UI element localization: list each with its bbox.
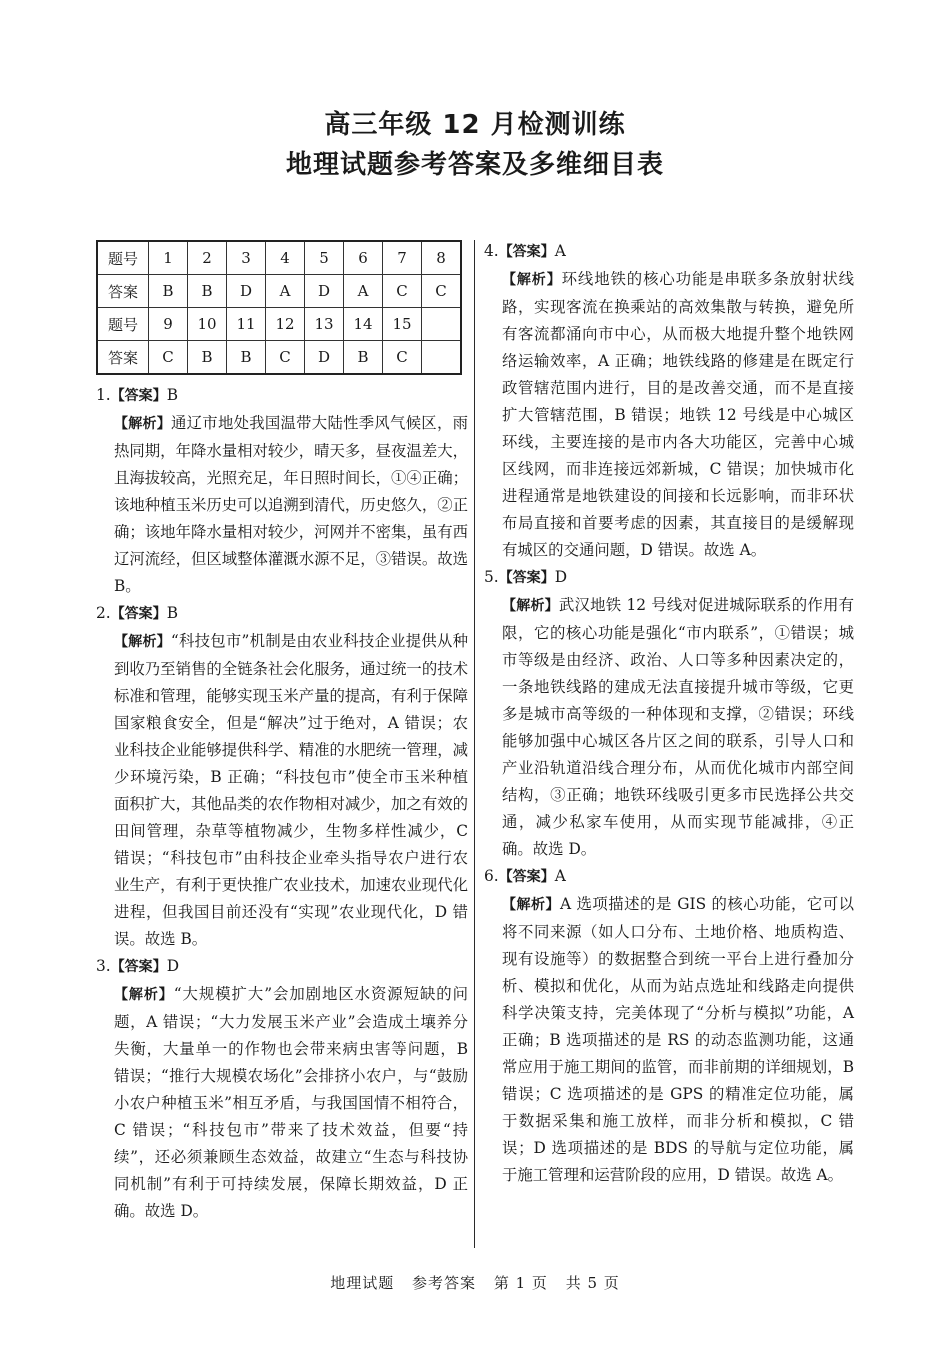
table-cell: 7 xyxy=(383,241,422,275)
explanation-tag: 【解析】 xyxy=(114,634,171,650)
question-block xyxy=(484,863,854,1189)
answer-line xyxy=(484,564,854,592)
table-cell: 9 xyxy=(149,308,188,341)
table-cell: D xyxy=(305,275,344,308)
answer-tag: 【答案】 xyxy=(110,959,167,975)
table-cell: 15 xyxy=(383,308,422,341)
table-cell: 11 xyxy=(227,308,266,341)
table-cell: C xyxy=(383,275,422,308)
table-cell xyxy=(422,341,462,375)
question-block xyxy=(96,600,468,953)
answer-value: D xyxy=(554,568,568,586)
question-block xyxy=(484,238,854,564)
table-row-label: 答案 xyxy=(97,275,149,308)
table-row xyxy=(97,275,461,308)
table-cell: D xyxy=(227,275,266,308)
question-number: 5. xyxy=(484,568,499,586)
answer-tag: 【答案】 xyxy=(498,570,555,586)
explanation-text: 环线地铁的核心功能是串联多条放射状线路，实现客流在换乘站的高效集散与转换，避免所有客流都涌向市中心，从而极大地提升整个地铁网络运输效率，A 正确；地铁线路的修建是在既定行政管辖范围内进行，目的是改善交通，而不是直接扩大管辖范围，B 错误；地铁 12 号线是中心城区环线，主要连接的是市内各大功能区，完善中心城区线网，而非连接远郊新城，C 错误；加快城市化进程通常是地铁建设的间接和长远影响，而非环状布局直接和首要考虑的因素，其直接目的是缓解现有城区的交通问题，D 错误。故选 A。 xyxy=(502,270,854,559)
explanation-text: 武汉地铁 12 号线对促进城际联系的作用有限，它的核心功能是强化“市内联系”，①错误；城市等级是由经济、政治、人口等多种因素决定的，一条地铁线路的建成无法直接提升城市等级，它更多是城市高等级的一种体现和支撑，②错误；环线能够加强中心城区各片区之间的联系，引导人口和产业沿轨道沿线合理分布，从而优化城市内部空间结构，③正确；地铁环线吸引更多市民选择公共交通，减少私家车使用，从而实现节能减排，④正确。故选 D。 xyxy=(502,596,854,858)
table-cell: B xyxy=(344,341,383,375)
footer-page-number: 第 1 页 xyxy=(493,1274,548,1292)
table-cell: 6 xyxy=(344,241,383,275)
footer-total-pages: 共 5 页 xyxy=(565,1274,620,1292)
explanation-text: “科技包市”机制是由农业科技企业提供从种到收乃至销售的全链条社会化服务，通过统一的技术标准和管理，能够实现玉米产量的提高，有利于保障国家粮食安全，但是“解决”过于绝对，A 错误；农业科技企业能够提供科学、精准的水肥统一管理，减少环境污染，B 正确；“科技包市”使全市玉米种植面积扩大，其他品类的农作物相对减少，加之有效的田间管理，杂草等植物减少，生物多样性减少，C 错误；“科技包市”由科技企业牵头指导农户进行农业生产，有利于更快推广农业技术，加速农业现代化进程，但我国目前还没有“实现”农业现代化，D 错误。故选 B。 xyxy=(114,632,469,948)
table-row-label: 答案 xyxy=(97,341,149,375)
explanation-tag: 【解析】 xyxy=(502,897,560,913)
table-cell: C xyxy=(422,275,462,308)
question-number: 2. xyxy=(96,604,111,622)
table-cell: 8 xyxy=(422,241,462,275)
question-number: 3. xyxy=(96,957,111,975)
answer-tag: 【答案】 xyxy=(498,244,555,260)
table-cell: D xyxy=(305,341,344,375)
question-number: 4. xyxy=(484,242,499,260)
table-cell: 4 xyxy=(266,241,305,275)
answer-table xyxy=(96,240,462,375)
explanation-tag: 【解析】 xyxy=(114,987,174,1003)
explanation-text: 通辽市地处我国温带大陆性季风气候区，雨热同期，年降水量相对较少，晴天多，昼夜温差大，且海拔较高，光照充足，年日照时间长，①④正确；该地种植玉米历史可以追溯到清代，历史悠久，②正确；该地年降水量相对较少，河网并不密集，虽有西辽河流经，但区域整体灌溉水源不足，③错误。故选 B。 xyxy=(114,414,468,595)
question-block xyxy=(484,564,854,863)
table-row-label: 题号 xyxy=(97,308,149,341)
table-row-label: 题号 xyxy=(97,241,149,275)
column-divider xyxy=(474,240,475,1248)
table-cell: A xyxy=(344,275,383,308)
table-cell xyxy=(422,308,462,341)
table-cell: C xyxy=(383,341,422,375)
explanation xyxy=(96,410,468,600)
table-cell: B xyxy=(188,275,227,308)
left-column xyxy=(96,382,468,1225)
explanation xyxy=(484,592,854,863)
question-block xyxy=(96,382,468,600)
table-cell: B xyxy=(227,341,266,375)
page-subtitle: 地理试题参考答案及多维细目表 xyxy=(285,150,664,180)
explanation xyxy=(484,266,854,564)
table-cell: B xyxy=(149,275,188,308)
question-block xyxy=(96,953,468,1225)
answer-value: B xyxy=(166,604,178,622)
table-cell: 13 xyxy=(305,308,344,341)
explanation-tag: 【解析】 xyxy=(502,598,559,614)
explanation-tag: 【解析】 xyxy=(114,416,172,432)
table-cell: 2 xyxy=(188,241,227,275)
table-cell: C xyxy=(149,341,188,375)
answer-tag: 【答案】 xyxy=(110,388,167,404)
page-footer xyxy=(0,1272,950,1293)
answer-tag: 【答案】 xyxy=(110,606,167,622)
table-cell: 5 xyxy=(305,241,344,275)
table-row xyxy=(97,341,461,375)
table-cell: 10 xyxy=(188,308,227,341)
explanation xyxy=(484,891,854,1189)
table-cell: 3 xyxy=(227,241,266,275)
explanation xyxy=(96,628,468,953)
answer-value: A xyxy=(554,242,566,260)
question-number: 1. xyxy=(96,386,111,404)
answer-line xyxy=(484,863,854,891)
table-cell: 1 xyxy=(149,241,188,275)
table-cell: 12 xyxy=(266,308,305,341)
table-row xyxy=(97,241,461,275)
answer-line xyxy=(96,382,468,410)
answer-value: D xyxy=(166,957,180,975)
explanation-text: A 选项描述的是 GIS 的核心功能，它可以将不同来源（如人口分布、土地价格、地质构造、现有设施等）的数据整合到统一平台上进行叠加分析、模拟和优化，从而为站点选址和线路走向提供科学决策支持，完美体现了“分析与模拟”功能，A 正确；B 选项描述的是 RS 的动态监测功能，这通常应用于施工期间的监管，而非前期的详细规划，B 错误；C 选项描述的是 GPS 的精准定位功能，属于数据采集和施工放样，而非分析和模拟，C 错误；D 选项描述的是 BDS 的导航与定位功能，属于施工管理和运营阶段的应用，D 错误。故选 A。 xyxy=(502,895,855,1184)
answer-line xyxy=(484,238,854,266)
question-number: 6. xyxy=(484,867,499,885)
table-cell: B xyxy=(188,341,227,375)
footer-subject: 地理试题 xyxy=(330,1274,395,1292)
right-column xyxy=(484,238,854,1189)
table-row xyxy=(97,308,461,341)
answer-value: A xyxy=(554,867,566,885)
table-cell: C xyxy=(266,341,305,375)
answer-value: B xyxy=(166,386,178,404)
explanation-tag: 【解析】 xyxy=(502,272,562,288)
explanation xyxy=(96,981,468,1225)
page-title: 高三年级 12 月检测训练 xyxy=(324,110,626,140)
footer-doc-type: 参考答案 xyxy=(412,1274,477,1292)
answer-line xyxy=(96,600,468,628)
table-cell: A xyxy=(266,275,305,308)
answer-tag: 【答案】 xyxy=(498,869,555,885)
table-cell: 14 xyxy=(344,308,383,341)
answer-line xyxy=(96,953,468,981)
explanation-text: “大规模扩大”会加剧地区水资源短缺的问题，A 错误；“大力发展玉米产业”会造成土壤养分失衡，大量单一的作物也会带来病虫害等问题，B 错误；“推行大规模农场化”会排挤小农户，与“鼓励小农户种植玉米”相互矛盾，与我国国情不相符合，C 错误；“科技包市”带来了技术效益，但要“持续”，还必须兼顾生态效益，故建立“生态与科技协同机制”有利于可持续发展，保障长期效益，D 正确。故选 D。 xyxy=(114,985,468,1220)
